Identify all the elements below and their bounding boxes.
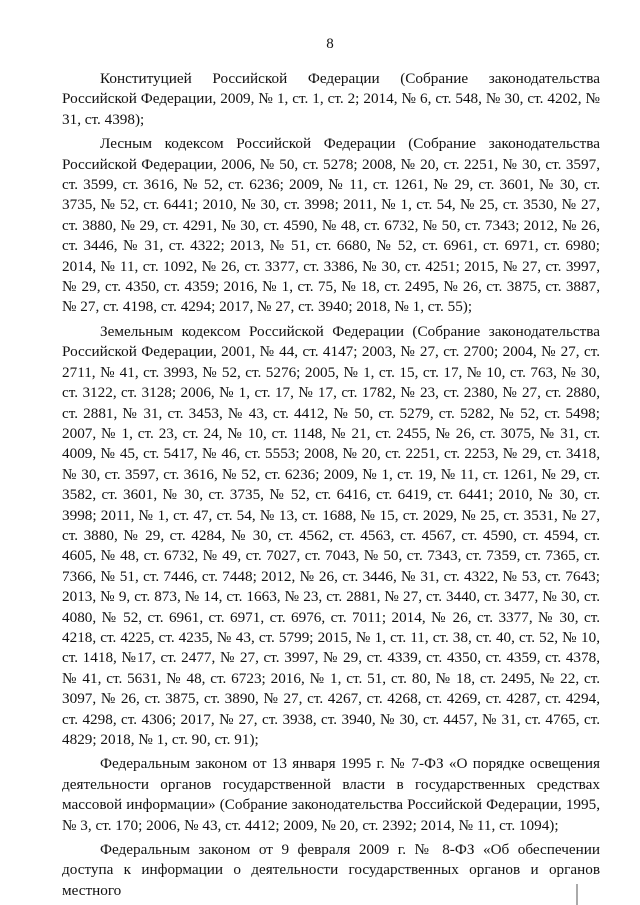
scan-artifact-mark <box>576 884 578 905</box>
paragraph-land-code: Земельным кодексом Российской Федерации (Собрание законодательства Российской Федерации, 2001, № 44, ст. 4147; 2003, № 27, ст. 2700; 2004, № 27, ст. 2711, № 41, ст. 3993, № 52, ст. 5276; 2005, № 1, ст. 15, ст. 17, № 10, ст. 763, № 30, ст. 3122, ст. 3128; 2006, № 1, ст. 17, № 17, ст. 1782, № 23, ст. 2380, № 27, ст. 2880, ст. 2881, № 31, ст. 3453, № 43, ст. 4412, № 50, ст. 5279, ст. 5282, № 52, ст. 5498; 2007, № 1, ст. 23, ст. 24, № 10, ст. 1148, № 21, ст. 2455, № 26, ст. 3075, № 31, ст. 4009, № 45, ст. 5417, № 46, ст. 5553; 2008, № 20, ст. 2251, ст. 2253, № 29, ст. 3418, № 30, ст. 3597, ст. 3616, № 52, ст. 6236; 2009, № 1, ст. 19, № 11, ст. 1261, № 29, ст. 3582, ст. 3601, № 30, ст. 3735, № 52, ст. 6416, ст. 6419, ст. 6441; 2010, № 30, ст. 3998; 2011, № 1, ст. 47, ст. 54, № 13, ст. 1688, № 15, ст. 2029, № 25, ст. 3531, № 27, ст. 3880, № 29, ст. 4284, № 30, ст. 4562, ст. 4563, ст. 4567, ст. 4590, ст. 4594, ст. 4605, № 48, ст. 6732, № 49, ст. 7027, ст. 7043, № 50, ст. 7343, ст. 7359, ст. 7365, ст. 7366, № 51, ст. 7446, ст. 7448; 2012, № 26, ст. 3446, № 31, ст. 4322, № 53, ст. 7643; 2013, № 9, ст. 873, № 14, ст. 1663, № 23, ст. 2881, № 27, ст. 3440, ст. 3477, № 30, ст. 4080, № 52, ст. 6961, ст. 6971, ст. 6976, ст. 7011; 2014, № 26, ст. 3377, № 30, ст. 4218, ст. 4225, ст. 4235, № 43, ст. 5799; 2015, № 1, ст. 11, ст. 38, ст. 40, ст. 52, № 10, ст. 1418, №17, ст. 2477, № 27, ст. 3997, № 29, ст. 4339, ст. 4350, ст. 4359, ст. 4378, № 41, ст. 5631, № 48, ст. 6723; 2016, № 1, ст. 51, ст. 80, № 18, ст. 2495, № 22, ст. 3097, № 26, ст. 3875, ст. 3890, № 27, ст. 4267, ст. 4268, ст. 4269, ст. 4287, ст. 4294, ст. 4298, ст. 4306; 2017, № 27, ст. 3938, ст. 3940, № 30, ст. 4457, № 31, ст. 4765, ст. 4829; 2018, № 1, ст. 90, ст. 91); <box>62 322 600 748</box>
paragraph-federal-law-7fz: Федеральным законом от 13 января 1995 г. № 7-ФЗ «О порядке освещения деятельности органов государственной власти в государственных средствах массовой информации» (Собрание законодательства Российской Федерации, 1995, № 3, ст. 170; 2006, № 43, ст. 4412; 2009, № 20, ст. 2392; 2014, № 11, ст. 1094); <box>62 755 600 834</box>
paragraph-constitution: Конституцией Российской Федерации (Собрание законодательства Российской Федерации, 2009, № 1, ст. 1, ст. 2; 2014, № 6, ст. 548, № 30, ст. 4202, № 31, ст. 4398); <box>62 70 600 128</box>
paragraph-federal-law-8fz: Федеральным законом от 9 февраля 2009 г. № 8-ФЗ «Об обеспечении доступа к информации о деятельности государственных органов и органов местного <box>62 841 600 899</box>
page-number: 8 <box>326 36 334 52</box>
paragraph-forest-code: Лесным кодексом Российской Федерации (Собрание законодательства Российской Федерации, 2006, № 50, ст. 5278; 2008, № 20, ст. 2251, № 30, ст. 3597, ст. 3599, ст. 3616, № 52, ст. 6236; 2009, № 11, ст. 1261, № 29, ст. 3601, № 30, ст. 3735, № 52, ст. 6441; 2010, № 30, ст. 3998; 2011, № 1, ст. 54, № 25, ст. 3530, № 27, ст. 3880, № 29, ст. 4291, № 30, ст. 4590, № 48, ст. 6732, № 50, ст. 7343; 2012, № 26, ст. 3446, № 31, ст. 4322; 2013, № 51, ст. 6680, № 52, ст. 6961, ст. 6971, ст. 6980; 2014, № 11, ст. 1092, № 26, ст. 3377, ст. 3386, № 30, ст. 4251; 2015, № 27, ст. 3997, № 29, ст. 4350, ст. 4359; 2016, № 1, ст. 75, № 18, ст. 2495, № 26, ст. 3875, ст. 3887, № 27, ст. 4198, ст. 4294; 2017, № 27, ст. 3940; 2018, № 1, ст. 55); <box>62 135 600 316</box>
document-body <box>62 69 600 905</box>
